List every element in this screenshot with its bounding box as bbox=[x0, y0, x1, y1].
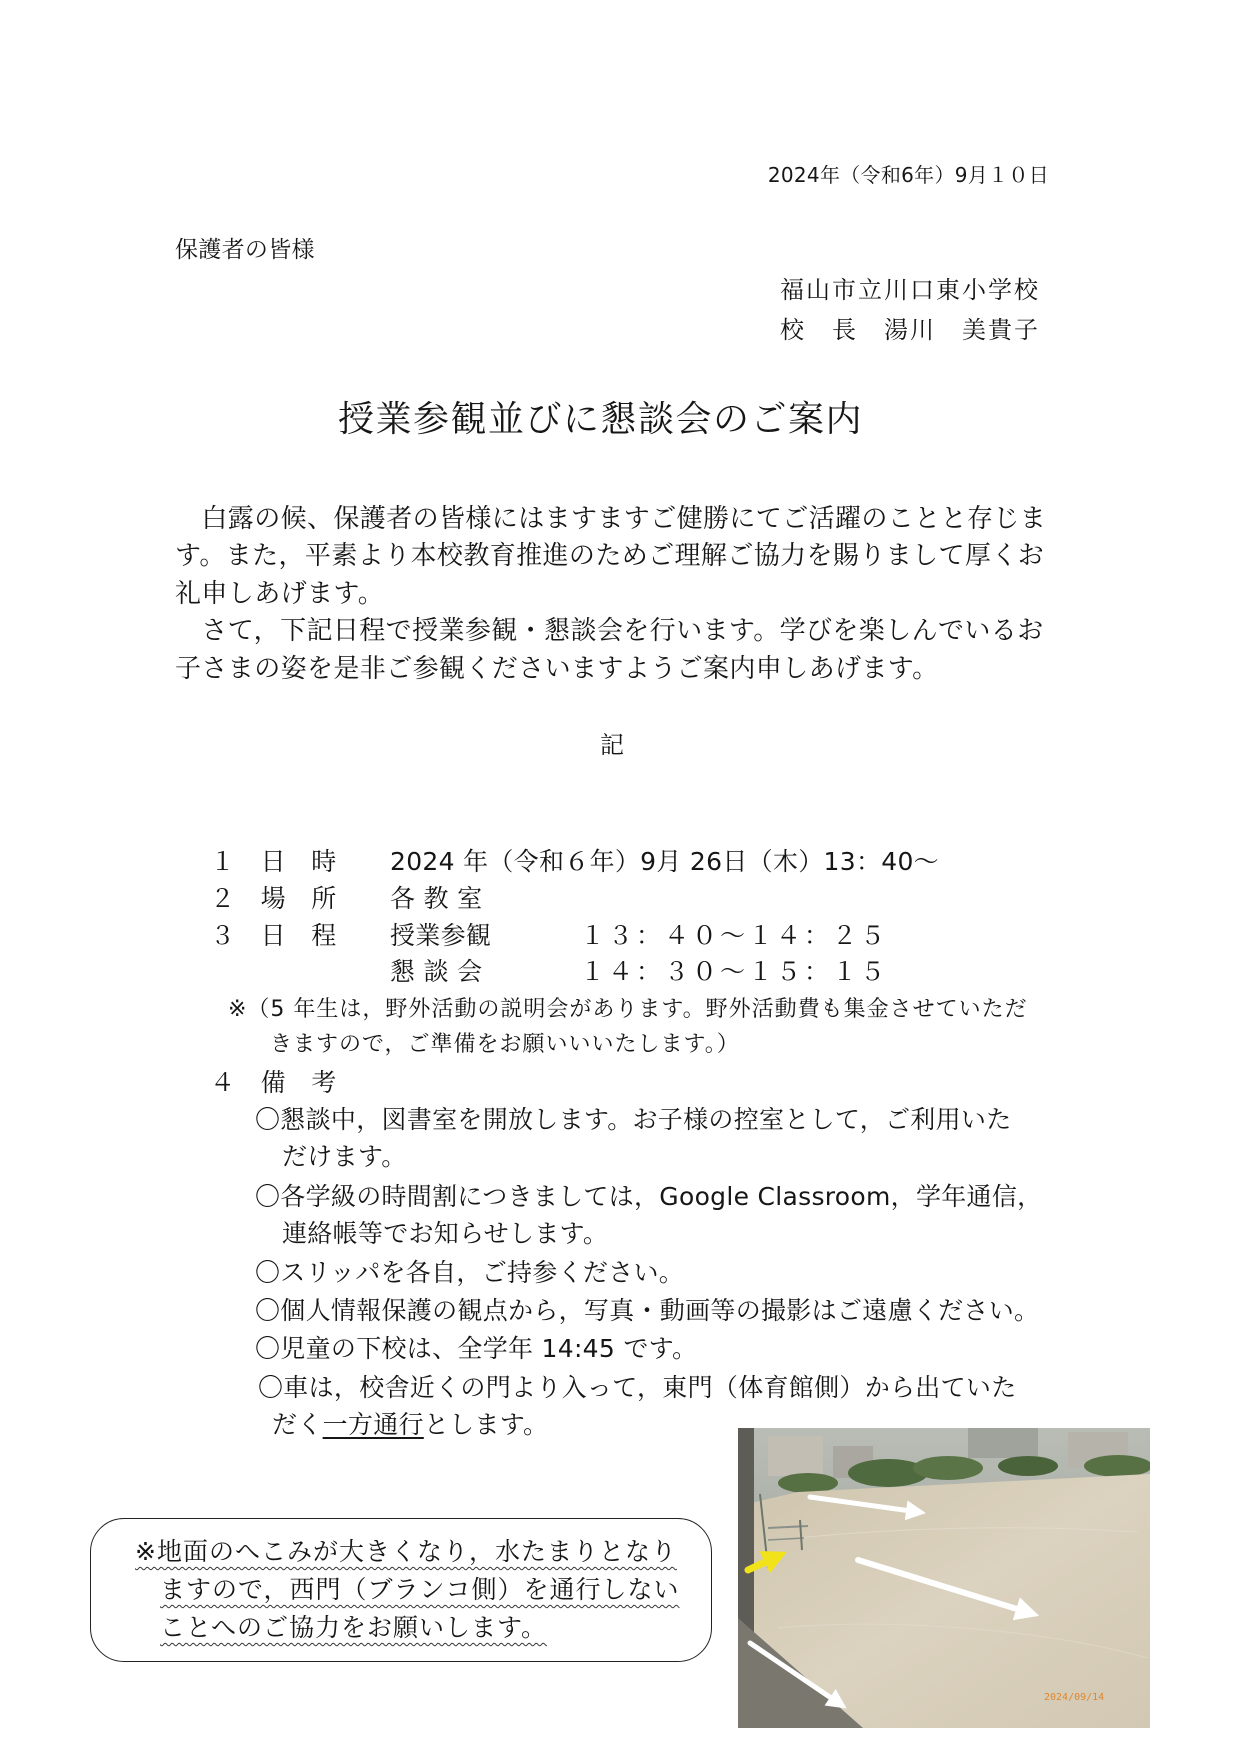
remark-item-continuation: だけます。 bbox=[282, 1142, 407, 1171]
body-line: 子さまの姿を是非ご参観くださいますようご案内申しあげます。 bbox=[175, 654, 939, 684]
principal-name: 校 長 湯川 美貴子 bbox=[780, 316, 1040, 344]
remark-item: 〇車は，校舎近くの門より入って，東門（体育館側）から出ていた bbox=[258, 1373, 1017, 1402]
notice-line: ことへのご協力をお願いします。 bbox=[160, 1613, 548, 1642]
body-line: さて，下記日程で授業参観・懇談会を行います。学びを楽しんでいるお bbox=[175, 616, 1044, 646]
body-line: 礼申しあげます。 bbox=[175, 579, 385, 609]
continuation-before: だく bbox=[272, 1410, 323, 1439]
remark-item: 〇各学級の時間割につきましては，Google Classroom，学年通信， bbox=[255, 1182, 1043, 1211]
tree bbox=[778, 1473, 838, 1493]
notice-line: ※地面のへこみが大きくなり，水たまりとなり bbox=[135, 1537, 677, 1566]
document-date: 2024年（令和6年）9月１０日 bbox=[767, 163, 1049, 187]
tree bbox=[998, 1456, 1058, 1476]
schedule-row-time: １４：３０～１５：１５ bbox=[580, 957, 889, 986]
addressee: 保護者の皆様 bbox=[175, 237, 315, 263]
remark-item: 〇個人情報保護の観点から，写真・動画等の撮影はご遠慮ください。 bbox=[255, 1296, 1040, 1325]
remark-item: 〇スリッパを各自，ご持参ください。 bbox=[255, 1258, 685, 1287]
photo-timestamp: 2024/09/14 bbox=[1044, 1692, 1105, 1703]
schedule-note: きますので，ご準備をお願いいいたします。） bbox=[270, 1032, 740, 1057]
item-datetime-value: 2024 年（令和６年）9月 26日（木）13：40～ bbox=[390, 847, 939, 876]
one-way-traffic-emphasis: 一方通行 bbox=[322, 1410, 424, 1439]
item-schedule-label: ３ 日 程 bbox=[210, 921, 337, 950]
schedule-note: ※（5 年生は，野外活動の説明会があります。野外活動費も集金させていただ bbox=[228, 997, 1028, 1022]
remark-item-continuation bbox=[272, 1407, 548, 1443]
tree bbox=[1084, 1455, 1150, 1477]
remark-item-continuation: 連絡帳等でお知らせします。 bbox=[282, 1219, 609, 1248]
document-title: 授業参観並びに懇談会のご案内 bbox=[338, 399, 864, 440]
tree bbox=[913, 1456, 983, 1480]
ki-heading: 記 bbox=[600, 731, 625, 759]
remark-item: 〇懇談中，図書室を開放します。お子様の控室として，ご利用いた bbox=[255, 1105, 1012, 1134]
item-remarks-label: ４ 備 考 bbox=[210, 1068, 337, 1097]
schedule-row-time: １３：４０～１４：２５ bbox=[580, 921, 889, 950]
body-line: 白露の候、保護者の皆様にはますますご健勝にてご活躍のことと存じま bbox=[175, 504, 1047, 534]
item-datetime-label: １ 日 時 bbox=[210, 847, 337, 876]
item-place-value: 各 教 室 bbox=[390, 884, 483, 913]
notice-line: ますので，西門（ブランコ側）を通行しない bbox=[160, 1575, 680, 1604]
schoolyard-photo bbox=[738, 1428, 1150, 1728]
remark-item: 〇児童の下校は、全学年 14:45 です。 bbox=[255, 1334, 698, 1363]
building bbox=[768, 1436, 823, 1476]
building bbox=[968, 1428, 1038, 1458]
schedule-row-name: 懇 談 会 bbox=[390, 957, 483, 986]
item-place-label: ２ 場 所 bbox=[210, 884, 337, 913]
school-name: 福山市立川口東小学校 bbox=[780, 276, 1040, 304]
body-line: す。また，平素より本校教育推進のためご理解ご協力を賜りまして厚くお bbox=[175, 541, 1045, 571]
schedule-row-name: 授業参観 bbox=[390, 921, 492, 950]
continuation-after: とします。 bbox=[423, 1410, 549, 1439]
